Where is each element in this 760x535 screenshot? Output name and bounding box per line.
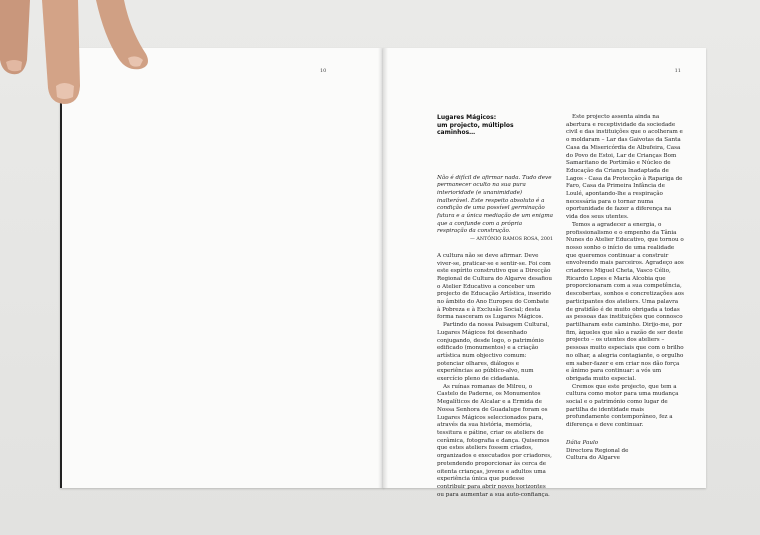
text-column-1	[437, 114, 553, 499]
right-page-number: 11	[674, 68, 681, 74]
text-column-2	[566, 114, 684, 463]
body-paragraph: Temos a agradecer a energia, o profissionalismo e o empenho da Tânia Nunes do Atelier Educativo, que tornou o nosso sonho o início de uma realidade que queremos continuar a construir envolvendo mais parceiros. Agradeço aos criadores Miguel Cheta, Vasco Célio, Ricardo Lopes e Maria Alcobia que proporcionaram com a sua competência, descobertas, sonhos e concretizações aos participantes dos ateliers. Uma palavra de gratidão é de muito obrigada a todas as pessoas das instituições que connosco partilharam este caminho. Dirijo-me, por fim, àqueles que são a razão de ser deste projecto – os utentes dos ateliers – pessoas muito especiais que com o brilho no olhar, a alegria contagiante, o orgulho em saber-fazer e em criar nos dão força e ânimo para continuar: a vós um obrigada muito especial.	[566, 221, 684, 382]
body-paragraph: Cremos que este projecto, que tem a cultura como motor para uma mudança social e o património como lugar de partilha de identidade mais profundamente contemporâneo, fez a diferença e deve continuar.	[566, 383, 679, 429]
body-paragraph: Este projecto assenta ainda na abertura e receptividade da sociedade civil e das instituições que o acolheram e o moldaram – Lar das Gaivotas da Santa Casa da Misericórdia de Albufeira, Casa do Povo de Estoi, Lar de Crianças Bom Samaritano de Portimão e Núcleo de Educação da Criança Inadaptada de Lagos - Casa da Protecção à Rapariga de Faro, Casa da Primeira Infância de Loulé, apontando-lhe a respiração necessária para o tornar numa oportunidade de fazer a diferença na vida dos seus utentes.	[566, 114, 683, 221]
book-gutter	[378, 48, 388, 488]
article-title-line: um projecto, múltiplos caminhos…	[437, 121, 514, 136]
article-title-line: Lugares Mágicos:	[437, 114, 497, 121]
epigraph-source: — ANTÓNIO RAMOS ROSA, 2001	[470, 237, 553, 243]
left-page	[60, 48, 384, 488]
signature-role-line: Directora Regional de	[566, 447, 629, 454]
signature-block	[566, 440, 684, 463]
right-page	[383, 48, 706, 498]
epigraph: Não é difícil de afirmar nada. Tudo deve permanecer oculto na sua pura interioridade (e unanimidade) inalterável. Este respeito absoluto é a condição de uma possível germinação futura e a única mediação de um enigma que a confunde com a própria respiração da construção.	[437, 174, 553, 235]
left-page-number: 10	[320, 68, 327, 74]
fingernail	[56, 83, 74, 99]
body-paragraph: As ruínas romanas de Milreu, o Castelo de Paderne, os Monumentos Megalíticos de Alcalar e a Ermida de Nossa Senhora de Guadalupe foram os Lugares Mágicos seleccionados para, através da sua história, memória, tessitura e pátine, criar os ateliers de cerâmica, fotografia e dança. Quisemos que estes ateliers fossem criados, organizados e executados por criadores, pretendendo proporcionar às cerca de oitenta crianças, jovens e adultos uma experiência única que pudesse contribuir para abrir novos horizontes ou para aumentar a sua auto-confiança.	[437, 383, 552, 498]
body-paragraph: Partindo da nossa Paisagem Cultural, Lugares Mágicos foi desenhado conjugando, desde logo, o património edificado (monumentos) e a criação artística num objectivo comum: potenciar olhares, diálogos e experiências ao público-alvo, num exercício pleno de cidadania.	[437, 322, 550, 383]
body-paragraph: A cultura não se deve afirmar. Deve viver-se, praticar-se e sentir-se. Foi com este espírito construtivo que a Direcção Regional de Cultura do Algarve desafiou o Atelier Educativo a conceber um projecto de Educação Artística, inserido no âmbito do Ano Europeu do Combate à Pobreza e à Exclusão Social; desta forma nasceram os Lugares Mágicos.	[437, 252, 552, 321]
book-spread	[60, 48, 706, 498]
signature-role-line: Cultura do Algarve	[566, 455, 620, 462]
hand-holding-page	[0, 0, 170, 110]
signature-name: Dália Paulo	[566, 439, 599, 446]
article-title	[437, 114, 553, 137]
